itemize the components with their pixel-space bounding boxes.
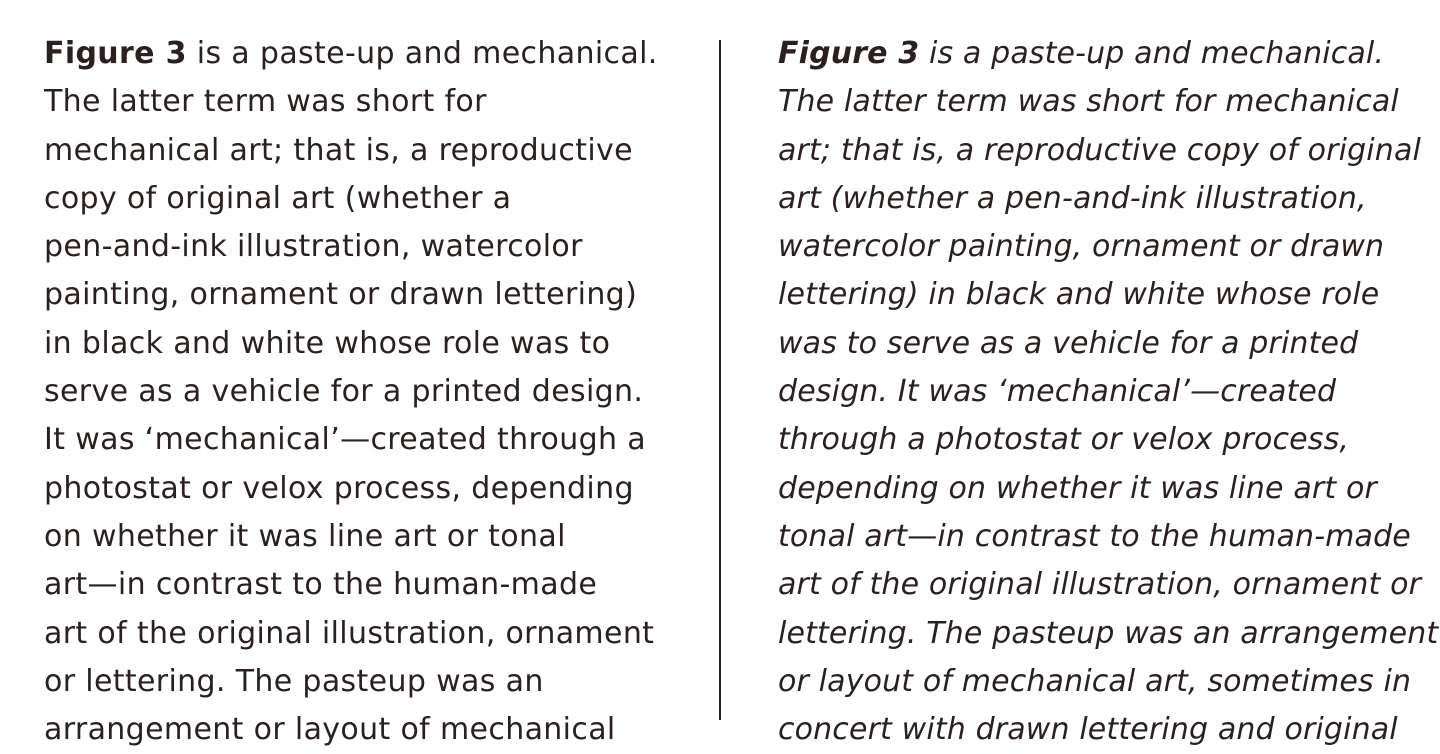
text-line: watercolor painting, ornament or drawn: [778, 229, 1385, 265]
text-line: The latter term was short for mechanical: [778, 84, 1399, 120]
text-line: Figure 3 is a paste-up and mechanical.: [44, 36, 658, 71]
text-line: depending on whether it was line art or: [778, 470, 1377, 506]
left-text-column: [44, 30, 684, 754]
text-line: mechanical art; that is, a reproductive: [44, 132, 633, 168]
text-line: The latter term was short for: [44, 84, 487, 120]
text-line: copy of original art (whether a: [44, 180, 512, 216]
text-line: painting, ornament or drawn lettering): [44, 277, 638, 313]
right-text-column: [778, 30, 1439, 754]
figure-label: Figure 3: [778, 36, 920, 71]
text-line: through a photostat or velox process,: [778, 422, 1350, 458]
text-line: art of the original illustration, ornament: [44, 615, 655, 651]
text-line: or lettering. The pasteup was an: [44, 663, 544, 699]
text-line: photostat or velox process, depending: [44, 470, 634, 506]
text-line: arrangement or layout of mechanical: [44, 712, 616, 748]
text-line: Figure 3 is a paste-up and mechanical.: [778, 36, 1385, 71]
text-line: concert with drawn lettering and original: [778, 712, 1398, 748]
text-line: in black and white whose role was to: [44, 325, 611, 361]
text-line: serve as a vehicle for a printed design.: [44, 374, 644, 410]
text-line: tonal art—in contrast to the human-made: [778, 518, 1411, 554]
text-line: art; that is, a reproductive copy of original: [778, 132, 1421, 168]
column-divider: [719, 40, 721, 720]
text-line: art of the original illustration, ornament or: [778, 567, 1422, 603]
text-line: It was ‘mechanical’—created through a: [44, 422, 646, 458]
text-line: art—in contrast to the human-made: [44, 567, 598, 603]
text-line: on whether it was line art or tonal: [44, 518, 566, 554]
figure-label: Figure 3: [44, 36, 187, 71]
text-line: was to serve as a vehicle for a printed: [778, 325, 1359, 361]
text-line: art (whether a pen-and-ink illustration,: [778, 180, 1367, 216]
text-line: or layout of mechanical art, sometimes in: [778, 663, 1412, 699]
text-line: lettering) in black and white whose role: [778, 277, 1380, 313]
text-line: design. It was ‘mechanical’—created: [778, 374, 1337, 410]
text-line: lettering. The pasteup was an arrangement: [778, 615, 1439, 651]
text-line: pen-and-ink illustration, watercolor: [44, 229, 583, 265]
